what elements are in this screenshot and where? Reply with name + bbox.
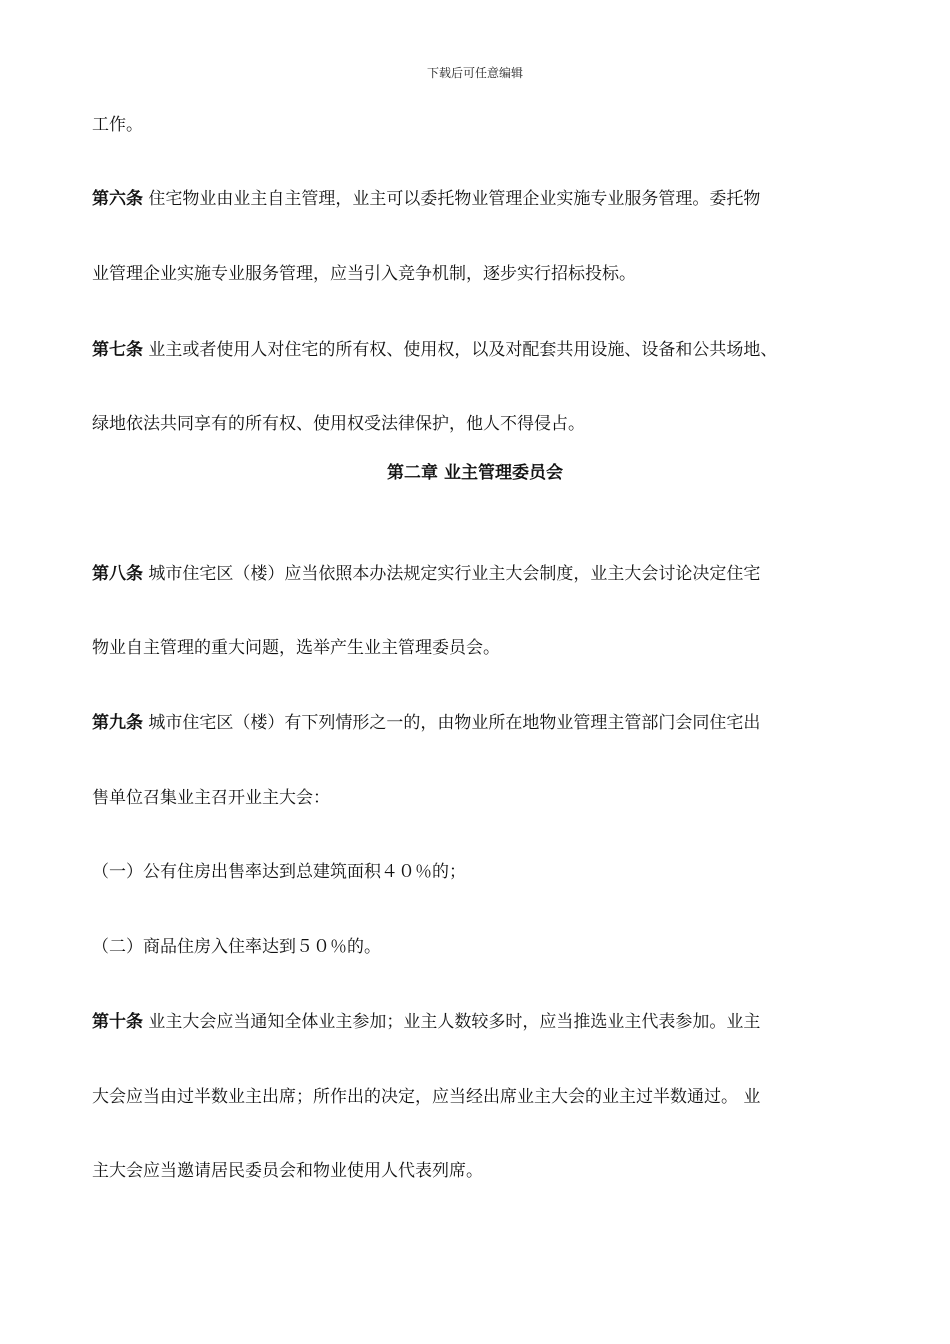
article-10-line-3: 主大会应当邀请居民委员会和物业使用人代表列席。 <box>92 1161 483 1181</box>
article-8-text-1: 城市住宅区（楼）应当依照本办法规定实行业主大会制度，业主大会讨论决定住宅 <box>143 564 761 584</box>
article-10-label: 第十条 <box>92 1012 143 1032</box>
article-7-line-2: 绿地依法共同享有的所有权、使用权受法律保护，他人不得侵占。 <box>92 414 585 434</box>
article-10-text-1: 业主大会应当通知全体业主参加；业主人数较多时，应当推选业主代表参加。业主 <box>143 1012 761 1032</box>
article-9-line-1 <box>92 712 760 734</box>
article-9-item-2: （二）商品住房入住率达到５０％的。 <box>92 937 381 957</box>
article-9-line-2: 售单位召集业主召开业主大会： <box>92 788 330 808</box>
chapter-2-title: 第二章 业主管理委员会 <box>387 463 563 483</box>
article-8-label: 第八条 <box>92 564 143 584</box>
article-10-line-2: 大会应当由过半数业主出席；所作出的决定，应当经出席业主大会的业主过半数通过。 业 <box>92 1087 761 1107</box>
article-9-text-1: 城市住宅区（楼）有下列情形之一的，由物业所在地物业管理主管部门会同住宅出 <box>143 713 761 733</box>
page-header: 下载后可任意编辑 <box>426 66 523 80</box>
article-6-label: 第六条 <box>92 189 143 209</box>
article-8-line-2: 物业自主管理的重大问题，选举产生业主管理委员会。 <box>92 638 500 658</box>
article-7-label: 第七条 <box>92 340 143 360</box>
article-9-item-1: （一）公有住房出售率达到总建筑面积４０％的； <box>92 862 466 882</box>
article-8-line-1 <box>92 563 760 585</box>
article-9-label: 第九条 <box>92 713 143 733</box>
article-10-line-1 <box>92 1011 760 1033</box>
article-6-text-1: 住宅物业由业主自主管理，业主可以委托物业管理企业实施专业服务管理。委托物 <box>143 189 761 209</box>
article-6-line-2: 业管理企业实施专业服务管理，应当引入竞争机制，逐步实行招标投标。 <box>92 264 636 284</box>
article-7-line-1 <box>92 339 777 361</box>
article-6-line-1 <box>92 188 760 210</box>
article-7-text-1: 业主或者使用人对住宅的所有权、使用权，以及对配套共用设施、设备和公共场地、 <box>143 340 778 360</box>
continuation-line: 工作。 <box>92 115 143 135</box>
